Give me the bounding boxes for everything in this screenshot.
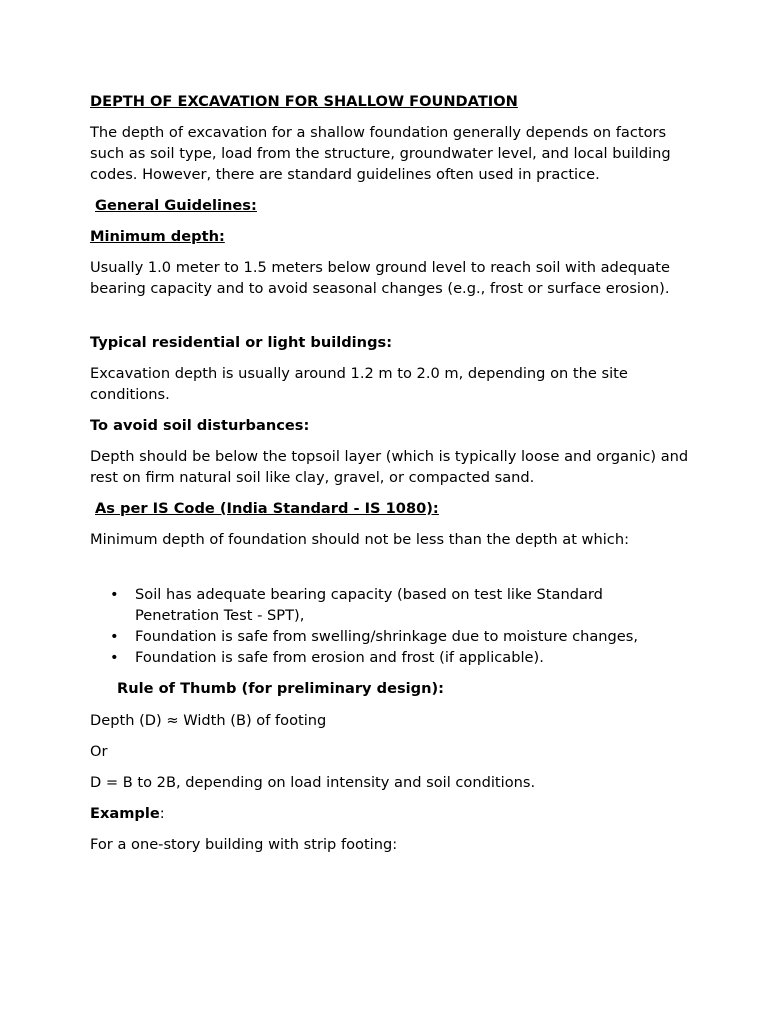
soil-disturbance-heading: To avoid soil disturbances: [90, 417, 310, 434]
rule-line-1: Depth (D) ≈ Width (B) of footing [90, 712, 327, 729]
example-colon: : [159, 805, 165, 822]
document-page [90, 91, 690, 865]
general-guidelines-heading-text: General Guidelines: [95, 197, 257, 214]
is-code-paragraph: Minimum depth of foundation should not be less than the depth at which: [90, 531, 629, 548]
document-title: DEPTH OF EXCAVATION FOR SHALLOW FOUNDATION [90, 93, 518, 110]
list-item [90, 647, 690, 668]
list-item [90, 626, 690, 647]
minimum-depth-paragraph: Usually 1.0 meter to 1.5 meters below ground level to reach soil with adequate bearing capacity and to avoid seasonal changes (e.g., frost or surface erosion). [90, 259, 670, 297]
example-label: Example [90, 805, 160, 822]
blank-line [90, 560, 690, 584]
list-item-text: Foundation is safe from erosion and frost (if applicable). [135, 649, 544, 666]
rule-or: Or [90, 743, 108, 760]
example-heading [90, 803, 690, 824]
bullet-icon: • [110, 649, 119, 666]
is-code-heading [90, 498, 690, 519]
rule-line-2: D = B to 2B, depending on load intensity and soil conditions. [90, 774, 536, 791]
list-item-text: Soil has adequate bearing capacity (based on test like Standard Penetration Test - SPT), [135, 586, 603, 624]
bullet-icon: • [110, 586, 119, 603]
is-code-heading-text: As per IS Code (India Standard - IS 1080): [95, 500, 439, 517]
general-guidelines-heading [90, 195, 690, 216]
intro-paragraph: The depth of excavation for a shallow foundation generally depends on factors such as soil type, load from the structure, groundwater level, and local building codes. However, there are standard guidelines often used in practice. [90, 124, 671, 183]
list-item-text: Foundation is safe from swelling/shrinkage due to moisture changes, [135, 628, 639, 645]
rule-of-thumb-heading: Rule of Thumb (for preliminary design): [117, 680, 445, 697]
residential-heading: Typical residential or light buildings: [90, 334, 393, 351]
list-item [90, 584, 690, 626]
soil-disturbance-paragraph: Depth should be below the topsoil layer (which is typically loose and organic) and rest on firm natural soil like clay, gravel, or compacted sand. [90, 448, 689, 486]
bullet-icon: • [110, 628, 119, 645]
residential-paragraph: Excavation depth is usually around 1.2 m to 2.0 m, depending on the site conditions. [90, 365, 628, 403]
minimum-depth-heading: Minimum depth: [90, 228, 225, 245]
requirements-list [90, 584, 690, 668]
blank-line [90, 309, 690, 332]
example-paragraph: For a one-story building with strip footing: [90, 836, 398, 853]
